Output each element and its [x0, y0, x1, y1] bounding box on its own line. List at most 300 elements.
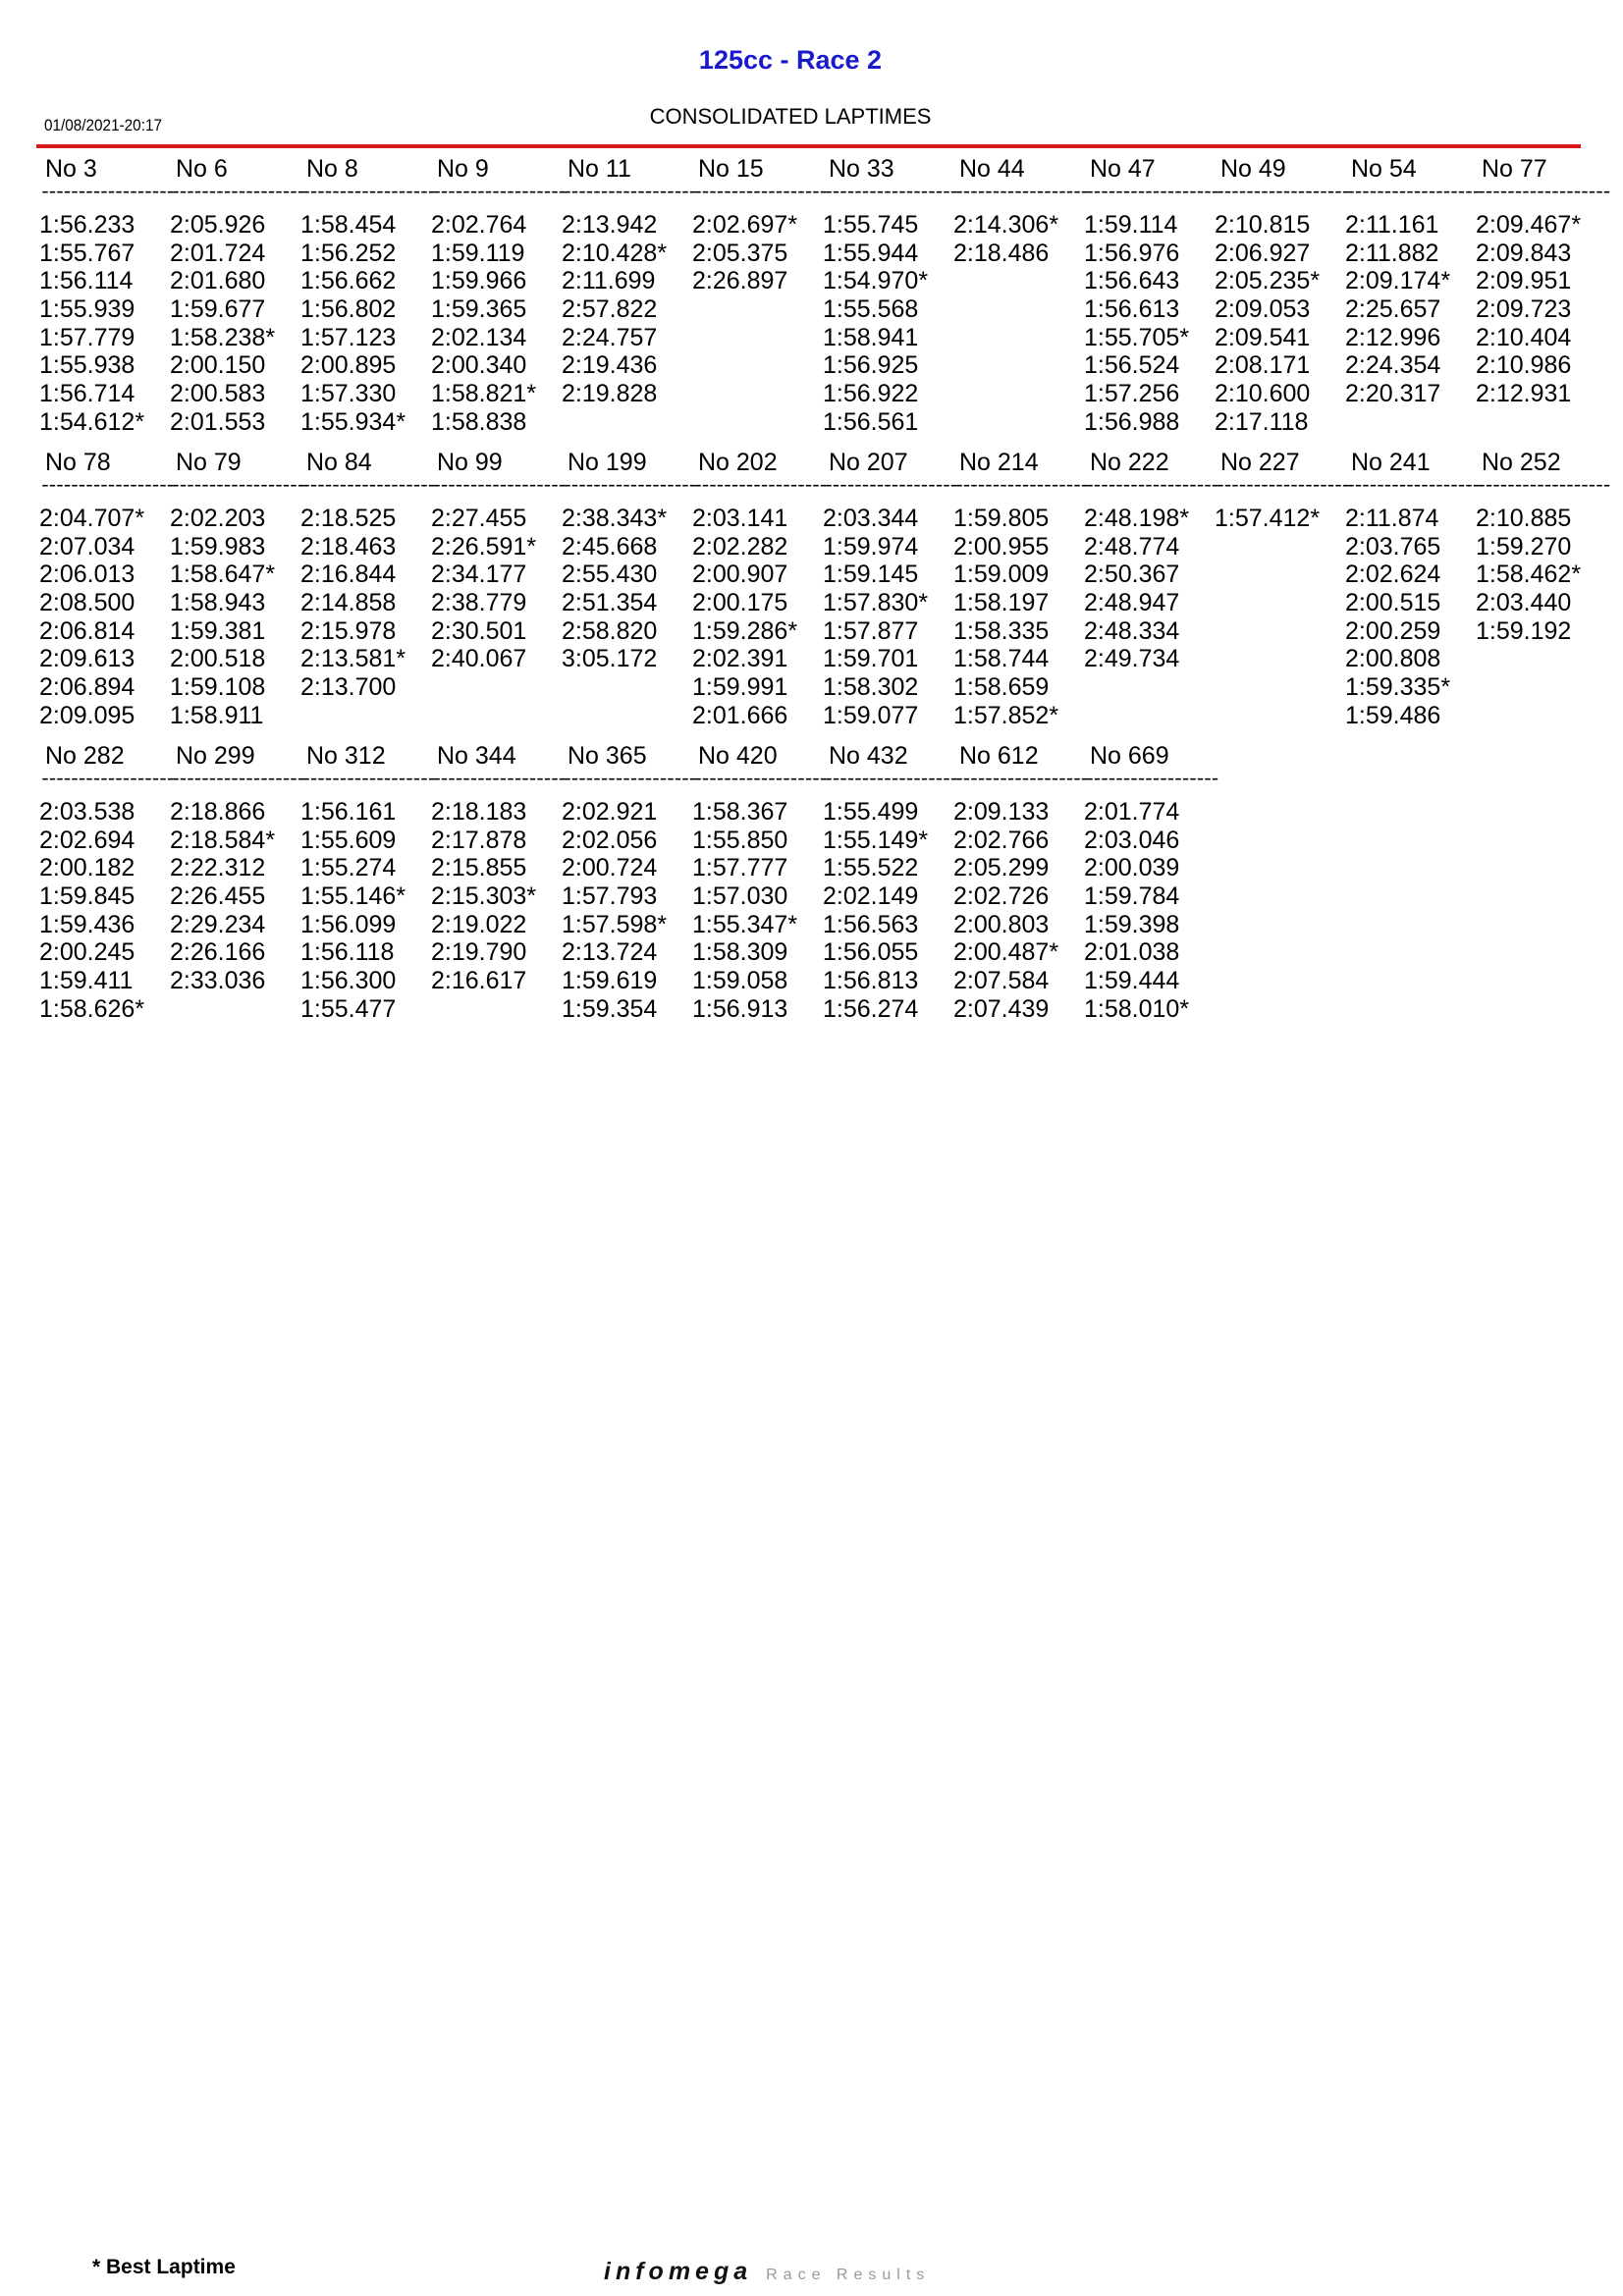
lap-time: 2:15.855 [431, 854, 527, 882]
kart-column [37, 446, 173, 733]
lap-time: 1:56.662 [300, 267, 397, 295]
kart-number-header: No 79 [176, 449, 242, 476]
kart-column [1474, 152, 1609, 440]
lap-time: 2:17.118 [1215, 407, 1309, 436]
lap-time: 1:59.381 [170, 616, 266, 645]
kart-number-header: No 3 [45, 155, 97, 183]
kart-column [1082, 739, 1217, 1027]
lap-time: 2:10.428* [562, 239, 668, 267]
lap-time: 2:14.858 [300, 589, 397, 617]
kart-column [821, 446, 956, 733]
lap-time: 2:10.986 [1476, 351, 1572, 380]
lap-time: 1:58.659 [953, 673, 1050, 702]
lap-time: 2:29.234 [170, 910, 266, 938]
lap-time: 1:56.714 [39, 380, 135, 408]
lap-time: 2:02.203 [170, 505, 266, 532]
kart-column [560, 152, 695, 440]
lap-time: 2:13.942 [562, 211, 658, 239]
lap-time: 2:00.518 [170, 645, 266, 673]
lap-time: 2:09.174* [1345, 267, 1451, 295]
lap-time: 2:14.306* [953, 211, 1059, 239]
report-subtitle: CONSOLIDATED LAPTIMES [649, 104, 932, 129]
lap-time: 2:19.436 [562, 351, 658, 380]
lap-time: 1:56.274 [823, 994, 919, 1023]
header-dash-separator: ------------------ [562, 182, 695, 204]
lap-time: 1:58.943 [170, 589, 266, 617]
lap-time: 1:59.354 [562, 994, 658, 1023]
lap-time: 1:59.009 [953, 561, 1050, 589]
kart-number-header: No 420 [698, 742, 778, 770]
lap-time: 2:00.808 [1345, 645, 1441, 673]
header-dash-separator: ------------------ [39, 769, 173, 791]
lap-time: 1:56.643 [1084, 267, 1180, 295]
lap-time: 2:02.764 [431, 211, 527, 239]
lap-time: 2:48.198* [1084, 505, 1190, 532]
header-dash-separator: ------------------ [1345, 182, 1479, 204]
lap-time: 2:01.038 [1084, 938, 1180, 967]
lap-time: 1:55.499 [823, 798, 919, 826]
lap-time: 1:57.830* [823, 589, 929, 617]
lap-time: 2:18.183 [431, 798, 527, 826]
kart-column [168, 152, 303, 440]
header-dash-separator: ------------------ [692, 475, 826, 498]
lap-time: 2:03.765 [1345, 532, 1441, 561]
lap-time: 1:59.108 [170, 673, 266, 702]
lap-time: 2:45.668 [562, 532, 658, 561]
lap-time: 1:56.563 [823, 910, 919, 938]
lap-time: 1:58.462* [1476, 561, 1582, 589]
lap-time: 2:12.996 [1345, 323, 1441, 351]
lap-time: 1:56.613 [1084, 295, 1180, 324]
lap-time: 1:59.270 [1476, 532, 1572, 561]
lap-time: 2:26.897 [692, 267, 788, 295]
lap-time: 2:02.694 [39, 826, 135, 854]
laptime-block [37, 152, 1609, 440]
lap-time: 2:00.340 [431, 351, 527, 380]
header-dash-separator: ------------------ [431, 182, 565, 204]
lap-time: 1:59.077 [823, 701, 919, 729]
kart-column [1213, 446, 1348, 733]
lap-time: 1:55.850 [692, 826, 788, 854]
lap-time: 2:16.844 [300, 561, 397, 589]
kart-column [1082, 446, 1217, 733]
lap-time: 2:00.039 [1084, 854, 1180, 882]
kart-column [951, 152, 1087, 440]
kart-column [298, 739, 434, 1027]
lap-time: 1:55.146* [300, 882, 406, 911]
lap-time: 2:40.067 [431, 645, 527, 673]
lap-time: 1:57.030 [692, 882, 788, 911]
kart-number-header: No 199 [568, 449, 647, 476]
lap-time: 1:59.286* [692, 616, 798, 645]
lap-time: 1:59.058 [692, 967, 788, 995]
lap-time: 2:00.175 [692, 589, 788, 617]
lap-time: 2:02.697* [692, 211, 798, 239]
kart-number-header: No 214 [959, 449, 1039, 476]
kart-column [298, 152, 434, 440]
header-dash-separator: ------------------ [1215, 475, 1348, 498]
lap-time: 2:22.312 [170, 854, 266, 882]
lap-time: 1:59.983 [170, 532, 266, 561]
lap-time: 1:59.436 [39, 910, 135, 938]
header-dash-separator: ------------------ [823, 475, 956, 498]
header-dash-separator: ------------------ [953, 769, 1087, 791]
lap-time: 1:58.647* [170, 561, 276, 589]
lap-time: 1:59.991 [692, 673, 788, 702]
lap-time: 2:09.723 [1476, 295, 1572, 324]
lap-time: 2:06.927 [1215, 239, 1311, 267]
kart-number-header: No 54 [1351, 155, 1417, 183]
lap-time: 1:57.256 [1084, 380, 1180, 408]
header-dash-separator: ------------------ [300, 475, 434, 498]
lap-time: 2:09.843 [1476, 239, 1572, 267]
lap-time: 2:04.707* [39, 505, 145, 532]
lap-time: 2:34.177 [431, 561, 527, 589]
lap-time: 1:58.821* [431, 380, 537, 408]
lap-time: 1:55.568 [823, 295, 919, 324]
page-title: 125cc - Race 2 [698, 45, 883, 75]
lap-time: 1:59.114 [1084, 211, 1178, 239]
lap-time: 2:09.467* [1476, 211, 1582, 239]
header-dash-separator: ------------------ [562, 475, 695, 498]
lap-time: 1:55.522 [823, 854, 919, 882]
lap-time: 1:56.988 [1084, 407, 1180, 436]
lap-time: 2:18.463 [300, 532, 397, 561]
kart-number-header: No 299 [176, 742, 255, 770]
header-dash-separator: ------------------ [300, 182, 434, 204]
lap-time: 1:58.010* [1084, 994, 1190, 1023]
lap-time: 1:58.744 [953, 645, 1050, 673]
lap-time: 1:57.598* [562, 910, 668, 938]
lap-time: 2:00.487* [953, 938, 1059, 967]
lap-time: 2:09.095 [39, 701, 135, 729]
lap-time: 2:02.149 [823, 882, 919, 911]
lap-time: 2:08.171 [1215, 351, 1311, 380]
lap-time: 1:55.477 [300, 994, 397, 1023]
lap-time: 2:05.926 [170, 211, 266, 239]
lap-time: 1:55.939 [39, 295, 135, 324]
kart-column [429, 446, 565, 733]
lap-time: 2:11.161 [1345, 211, 1439, 239]
lap-time: 1:59.701 [823, 645, 919, 673]
lap-time: 2:58.820 [562, 616, 658, 645]
lap-time: 2:03.141 [692, 505, 788, 532]
lap-time: 1:55.944 [823, 239, 919, 267]
lap-time: 1:59.444 [1084, 967, 1180, 995]
header-dash-separator: ------------------ [170, 182, 303, 204]
header-dash-separator: ------------------ [39, 182, 173, 204]
lap-time: 1:57.777 [692, 854, 788, 882]
lap-time: 2:03.344 [823, 505, 919, 532]
lap-time: 2:18.866 [170, 798, 266, 826]
header-dash-separator: ------------------ [39, 475, 173, 498]
lap-time: 1:59.335* [1345, 673, 1451, 702]
lap-time: 1:55.938 [39, 351, 135, 380]
lap-time: 2:17.878 [431, 826, 527, 854]
header-dash-separator: ------------------ [1476, 182, 1609, 204]
lap-time: 1:57.852* [953, 701, 1059, 729]
kart-number-header: No 669 [1090, 742, 1169, 770]
lap-time: 1:56.114 [39, 267, 134, 295]
header-dash-separator: ------------------ [823, 182, 956, 204]
lap-time: 1:56.913 [692, 994, 788, 1023]
lap-time: 1:58.838 [431, 407, 527, 436]
kart-number-header: No 78 [45, 449, 111, 476]
lap-time: 1:57.793 [562, 882, 658, 911]
kart-column [168, 739, 303, 1027]
lap-time: 1:59.119 [431, 239, 525, 267]
kart-column [690, 152, 826, 440]
kart-column [1343, 446, 1479, 733]
lap-time: 2:08.500 [39, 589, 135, 617]
header-dash-separator: ------------------ [692, 769, 826, 791]
lap-time: 1:57.330 [300, 380, 397, 408]
kart-number-header: No 9 [437, 155, 489, 183]
lap-time: 2:01.666 [692, 701, 788, 729]
header-dash-separator: ------------------ [823, 769, 956, 791]
lap-time: 2:00.724 [562, 854, 658, 882]
lap-time: 2:48.774 [1084, 532, 1180, 561]
header-divider [36, 144, 1581, 148]
lap-time: 1:56.976 [1084, 239, 1180, 267]
lap-time: 1:58.197 [953, 589, 1050, 617]
kart-number-header: No 207 [829, 449, 908, 476]
kart-column [1343, 152, 1479, 440]
kart-column [1082, 152, 1217, 440]
lap-time: 2:02.921 [562, 798, 658, 826]
lap-time: 1:59.486 [1345, 701, 1441, 729]
report-timestamp: 01/08/2021-20:17 [44, 116, 162, 134]
lap-time: 2:18.486 [953, 239, 1050, 267]
lap-time: 1:59.619 [562, 967, 658, 995]
lap-time: 2:20.317 [1345, 380, 1441, 408]
lap-time: 1:58.302 [823, 673, 919, 702]
lap-time: 1:55.609 [300, 826, 397, 854]
best-laptime-legend: * Best Laptime [92, 2256, 236, 2278]
lap-time: 2:03.046 [1084, 826, 1180, 854]
lap-time: 1:56.813 [823, 967, 919, 995]
lap-time: 1:56.252 [300, 239, 397, 267]
lap-time: 2:09.053 [1215, 295, 1311, 324]
lap-time: 2:00.259 [1345, 616, 1441, 645]
lap-time: 2:13.700 [300, 673, 397, 702]
kart-number-header: No 222 [1090, 449, 1169, 476]
kart-column [1213, 152, 1348, 440]
lap-time: 2:06.814 [39, 616, 135, 645]
lap-time: 1:56.922 [823, 380, 919, 408]
lap-time: 1:58.238* [170, 323, 276, 351]
lap-time: 2:24.354 [1345, 351, 1441, 380]
brand-name: infomega [604, 2258, 753, 2285]
lap-time: 2:49.734 [1084, 645, 1180, 673]
kart-column [37, 739, 173, 1027]
lap-time: 2:06.894 [39, 673, 135, 702]
header-dash-separator: ------------------ [431, 769, 565, 791]
lap-time: 2:01.774 [1084, 798, 1180, 826]
lap-time: 2:13.724 [562, 938, 658, 967]
kart-column [821, 152, 956, 440]
lap-time: 1:58.335 [953, 616, 1050, 645]
lap-time: 1:59.974 [823, 532, 919, 561]
header-dash-separator: ------------------ [1084, 475, 1217, 498]
lap-time: 2:18.525 [300, 505, 397, 532]
lap-time: 1:56.561 [823, 407, 919, 436]
kart-number-header: No 241 [1351, 449, 1431, 476]
lap-time: 2:02.134 [431, 323, 527, 351]
lap-time: 1:56.925 [823, 351, 919, 380]
lap-time: 1:56.099 [300, 910, 397, 938]
lap-time: 2:19.790 [431, 938, 527, 967]
lap-time: 1:56.161 [300, 798, 397, 826]
kart-number-header: No 99 [437, 449, 503, 476]
lap-time: 2:07.584 [953, 967, 1050, 995]
kart-number-header: No 84 [306, 449, 372, 476]
kart-column [690, 446, 826, 733]
header-dash-separator: ------------------ [1084, 769, 1217, 791]
lap-time: 2:25.657 [1345, 295, 1441, 324]
lap-time: 1:58.941 [823, 323, 919, 351]
kart-column [429, 152, 565, 440]
lap-time: 2:00.150 [170, 351, 266, 380]
header-dash-separator: ------------------ [953, 182, 1087, 204]
kart-number-header: No 47 [1090, 155, 1156, 183]
lap-time: 1:59.677 [170, 295, 266, 324]
lap-time: 2:26.166 [170, 938, 266, 967]
lap-time: 2:24.757 [562, 323, 658, 351]
kart-column [560, 739, 695, 1027]
lap-time: 2:12.931 [1476, 380, 1572, 408]
lap-time: 2:10.885 [1476, 505, 1572, 532]
lap-time: 1:58.911 [170, 701, 264, 729]
lap-time: 3:05.172 [562, 645, 658, 673]
brand-tagline: Race Results [766, 2267, 931, 2283]
lap-time: 2:09.951 [1476, 267, 1572, 295]
lap-time: 2:02.282 [692, 532, 788, 561]
lap-time: 2:15.303* [431, 882, 537, 911]
lap-time: 1:56.802 [300, 295, 397, 324]
lap-time: 2:01.553 [170, 407, 266, 436]
lap-time: 2:09.133 [953, 798, 1050, 826]
lap-time: 1:59.411 [39, 967, 134, 995]
lap-time: 2:01.724 [170, 239, 266, 267]
kart-column [429, 739, 565, 1027]
lap-time: 2:00.245 [39, 938, 135, 967]
header-dash-separator: ------------------ [1476, 475, 1609, 498]
lap-time: 2:03.538 [39, 798, 135, 826]
lap-time: 1:58.454 [300, 211, 397, 239]
header-dash-separator: ------------------ [1215, 182, 1348, 204]
header-dash-separator: ------------------ [170, 475, 303, 498]
brand-logo [604, 2258, 930, 2286]
lap-time: 2:16.617 [431, 967, 527, 995]
lap-time: 2:55.430 [562, 561, 658, 589]
lap-time: 2:00.583 [170, 380, 266, 408]
lap-time: 1:55.934* [300, 407, 406, 436]
kart-column [821, 739, 956, 1027]
kart-column [560, 446, 695, 733]
laptime-block [37, 446, 1609, 733]
kart-column [37, 152, 173, 440]
lap-time: 2:26.591* [431, 532, 537, 561]
lap-time: 2:10.404 [1476, 323, 1572, 351]
kart-number-header: No 33 [829, 155, 894, 183]
lap-time: 2:03.440 [1476, 589, 1572, 617]
kart-number-header: No 49 [1220, 155, 1286, 183]
lap-time: 2:57.822 [562, 295, 658, 324]
kart-number-header: No 432 [829, 742, 908, 770]
lap-time: 1:58.309 [692, 938, 788, 967]
lap-time: 2:51.354 [562, 589, 658, 617]
lap-time: 2:00.515 [1345, 589, 1441, 617]
lap-time: 2:07.439 [953, 994, 1050, 1023]
lap-time: 1:54.970* [823, 267, 929, 295]
lap-time: 2:01.680 [170, 267, 266, 295]
lap-time: 1:58.367 [692, 798, 788, 826]
lap-time: 1:59.845 [39, 882, 135, 911]
lap-time: 2:10.815 [1215, 211, 1311, 239]
lap-time: 1:55.745 [823, 211, 919, 239]
kart-number-header: No 8 [306, 155, 358, 183]
kart-column [1474, 446, 1609, 733]
header-dash-separator: ------------------ [953, 475, 1087, 498]
kart-column [951, 739, 1087, 1027]
lap-time: 1:57.877 [823, 616, 919, 645]
lap-time: 2:15.978 [300, 616, 397, 645]
lap-time: 1:55.149* [823, 826, 929, 854]
lap-time: 2:33.036 [170, 967, 266, 995]
lap-time: 1:59.966 [431, 267, 527, 295]
header-dash-separator: ------------------ [431, 475, 565, 498]
lap-time: 1:54.612* [39, 407, 145, 436]
kart-column [951, 446, 1087, 733]
laptime-block [37, 739, 1604, 1027]
lap-time: 2:00.955 [953, 532, 1050, 561]
kart-column [168, 446, 303, 733]
lap-time: 2:48.947 [1084, 589, 1180, 617]
lap-time: 1:57.123 [300, 323, 397, 351]
kart-number-header: No 15 [698, 155, 764, 183]
lap-time: 2:38.343* [562, 505, 668, 532]
lap-time: 2:11.699 [562, 267, 656, 295]
lap-time: 2:07.034 [39, 532, 135, 561]
lap-time: 1:56.300 [300, 967, 397, 995]
lap-time: 2:38.779 [431, 589, 527, 617]
lap-time: 2:19.022 [431, 910, 527, 938]
lap-time: 1:59.398 [1084, 910, 1180, 938]
lap-time: 1:59.145 [823, 561, 919, 589]
kart-number-header: No 11 [568, 155, 631, 183]
kart-number-header: No 77 [1482, 155, 1547, 183]
lap-time: 1:59.365 [431, 295, 527, 324]
lap-time: 2:02.766 [953, 826, 1050, 854]
laptimes-grid [37, 152, 1609, 1033]
lap-time: 1:56.118 [300, 938, 395, 967]
lap-time: 2:30.501 [431, 616, 527, 645]
lap-time: 2:00.803 [953, 910, 1050, 938]
header-dash-separator: ------------------ [1084, 182, 1217, 204]
lap-time: 1:56.233 [39, 211, 135, 239]
kart-number-header: No 344 [437, 742, 516, 770]
lap-time: 1:55.274 [300, 854, 397, 882]
lap-time: 1:59.784 [1084, 882, 1180, 911]
header-dash-separator: ------------------ [170, 769, 303, 791]
lap-time: 1:56.055 [823, 938, 919, 967]
lap-time: 2:13.581* [300, 645, 406, 673]
kart-number-header: No 612 [959, 742, 1039, 770]
kart-column [298, 446, 434, 733]
lap-time: 2:50.367 [1084, 561, 1180, 589]
kart-number-header: No 282 [45, 742, 125, 770]
